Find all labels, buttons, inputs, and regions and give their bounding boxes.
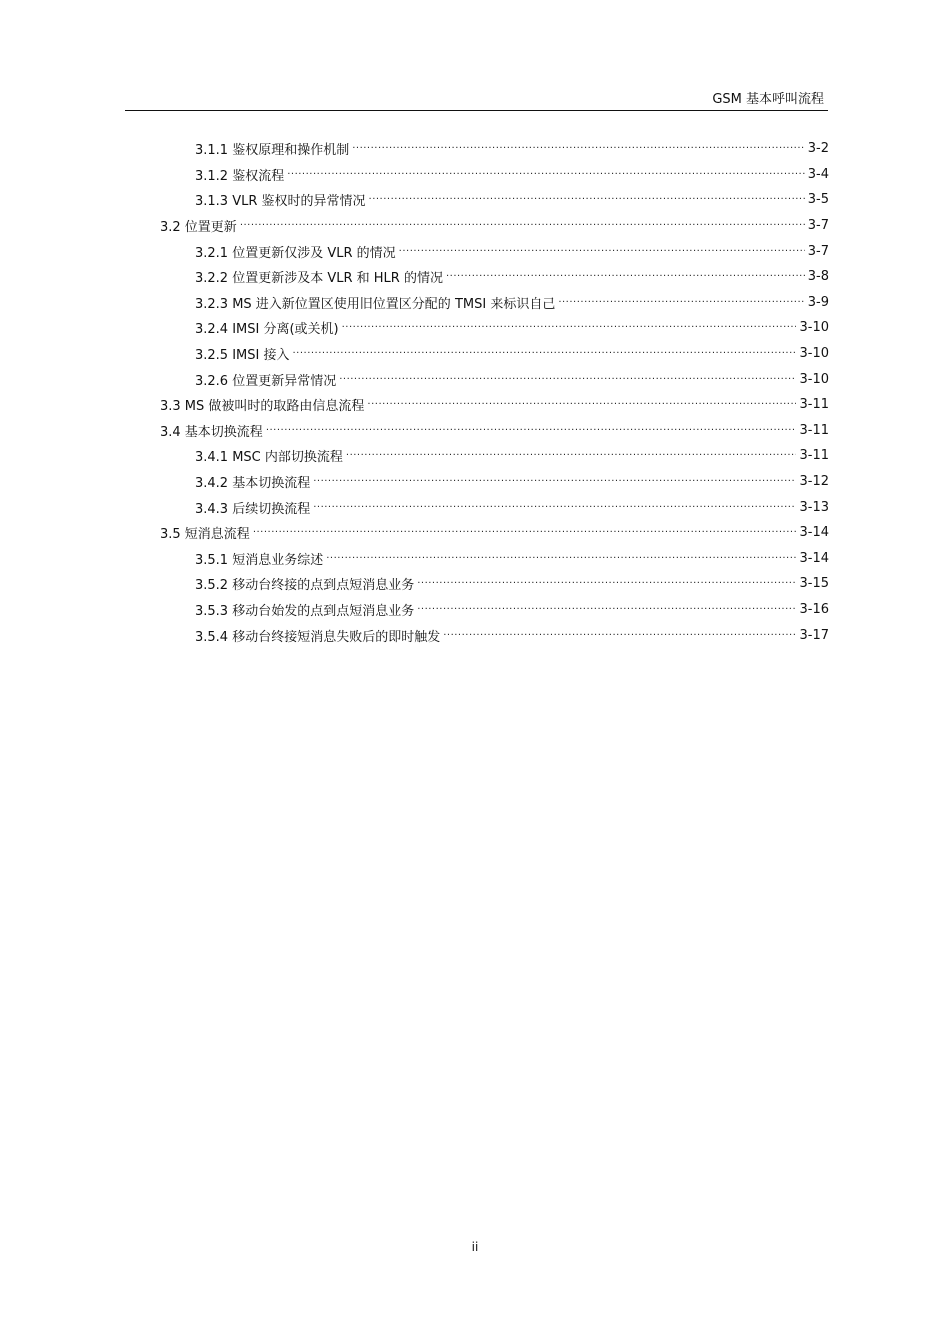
toc-entry-title: 3.1.2 鉴权流程 (195, 168, 285, 184)
toc-entry[interactable] (160, 366, 829, 392)
toc-dot-leader (253, 524, 797, 535)
toc-entry-title: 3.5.3 移动台始发的点到点短消息业务 (195, 603, 415, 619)
toc-dot-leader (558, 294, 804, 305)
toc-entry-page: 3-10 (799, 320, 829, 336)
toc-entry-page: 3-14 (799, 550, 829, 566)
toc-entry-page: 3-11 (799, 448, 829, 464)
toc-entry-page: 3-17 (799, 627, 829, 643)
toc-entry-title: 3.2.5 IMSI 接入 (195, 348, 290, 364)
page-number: ii (471, 1240, 479, 1254)
toc-dot-leader (446, 268, 805, 279)
toc-entry-title: 3.5.2 移动台终接的点到点短消息业务 (195, 578, 415, 594)
toc-entry[interactable] (160, 187, 829, 213)
toc-entry-page: 3-4 (807, 166, 829, 182)
toc-entry-title: 3.2.6 位置更新异常情况 (195, 373, 337, 389)
toc-entry-title: 3.5.1 短消息业务综述 (195, 552, 324, 568)
toc-entry-title: 3.2.3 MS 进入新位置区使用旧位置区分配的 TMSI 来标识自己 (195, 296, 556, 312)
toc-dot-leader (346, 447, 797, 458)
toc-entry-title: 3.2 位置更新 (160, 220, 237, 236)
toc-dot-leader (367, 396, 796, 407)
toc-entry[interactable] (160, 494, 829, 520)
toc-entry-page: 3-12 (799, 474, 829, 490)
toc-entry-page: 3-9 (807, 294, 829, 310)
toc-entry-title: 3.4.1 MSC 内部切换流程 (195, 450, 343, 466)
toc-entry-title: 3.2.2 位置更新涉及本 VLR 和 HLR 的情况 (195, 271, 443, 287)
toc-entry[interactable] (160, 264, 829, 290)
toc-entry-title: 3.5.4 移动台终接短消息失败后的即时触发 (195, 629, 441, 645)
toc-dot-leader (339, 371, 796, 382)
toc-entry[interactable] (160, 341, 829, 367)
toc-entry-page: 3-7 (807, 243, 829, 259)
toc-dot-leader (342, 319, 797, 330)
toc-entry-page: 3-14 (799, 525, 829, 541)
toc-dot-leader (369, 191, 805, 202)
toc-dot-leader (266, 422, 797, 433)
toc-entry[interactable] (160, 162, 829, 188)
toc-entry-page: 3-16 (799, 601, 829, 617)
toc-entry[interactable] (160, 622, 829, 648)
toc-dot-leader (352, 140, 805, 151)
toc-entry-title: 3.2.4 IMSI 分离(或关机) (195, 322, 339, 338)
toc-entry[interactable] (160, 290, 829, 316)
toc-entry-page: 3-2 (807, 141, 829, 157)
toc-entry-page: 3-15 (799, 576, 829, 592)
toc-entry[interactable] (160, 418, 829, 444)
toc-entry[interactable] (160, 571, 829, 597)
toc-entry-page: 3-5 (807, 192, 829, 208)
toc-entry-page: 3-7 (807, 218, 829, 234)
toc-dot-leader (292, 345, 796, 356)
toc-entry[interactable] (160, 315, 829, 341)
toc-entry-page: 3-11 (799, 422, 829, 438)
toc-entry-title: 3.2.1 位置更新仅涉及 VLR 的情况 (195, 245, 396, 261)
toc-entry[interactable] (160, 469, 829, 495)
toc-entry-page: 3-10 (799, 346, 829, 362)
toc-entry-page: 3-13 (799, 499, 829, 515)
toc-entry-title: 3.4.2 基本切换流程 (195, 476, 311, 492)
page-header (125, 92, 828, 111)
toc-entry[interactable] (160, 136, 829, 162)
toc-dot-leader (443, 627, 796, 638)
toc-dot-leader (240, 217, 805, 228)
toc-entry-title: 3.1.3 VLR 鉴权时的异常情况 (195, 194, 366, 210)
toc-entry-page: 3-11 (799, 397, 829, 413)
toc-entry[interactable] (160, 213, 829, 239)
toc-dot-leader (287, 166, 805, 177)
toc-entry-page: 3-10 (799, 371, 829, 387)
toc-dot-leader (417, 575, 796, 586)
toc-entry-title: 3.3 MS 做被叫时的取路由信息流程 (160, 399, 365, 415)
toc-entry-page: 3-8 (807, 269, 829, 285)
toc-entry[interactable] (160, 520, 829, 546)
header-title: GSM 基本呼叫流程 (712, 92, 824, 107)
toc-entry[interactable] (160, 597, 829, 623)
toc-entry[interactable] (160, 546, 829, 572)
table-of-contents (160, 136, 829, 648)
toc-dot-leader (326, 550, 796, 561)
toc-entry-title: 3.4 基本切换流程 (160, 424, 263, 440)
toc-dot-leader (313, 499, 796, 510)
toc-entry[interactable] (160, 392, 829, 418)
toc-dot-leader (417, 601, 796, 612)
toc-entry-title: 3.1.1 鉴权原理和操作机制 (195, 143, 350, 159)
toc-entry[interactable] (160, 443, 829, 469)
toc-entry-title: 3.4.3 后续切换流程 (195, 501, 311, 517)
toc-entry[interactable] (160, 238, 829, 264)
toc-dot-leader (313, 473, 796, 484)
toc-entry-title: 3.5 短消息流程 (160, 527, 250, 543)
toc-dot-leader (399, 243, 805, 254)
